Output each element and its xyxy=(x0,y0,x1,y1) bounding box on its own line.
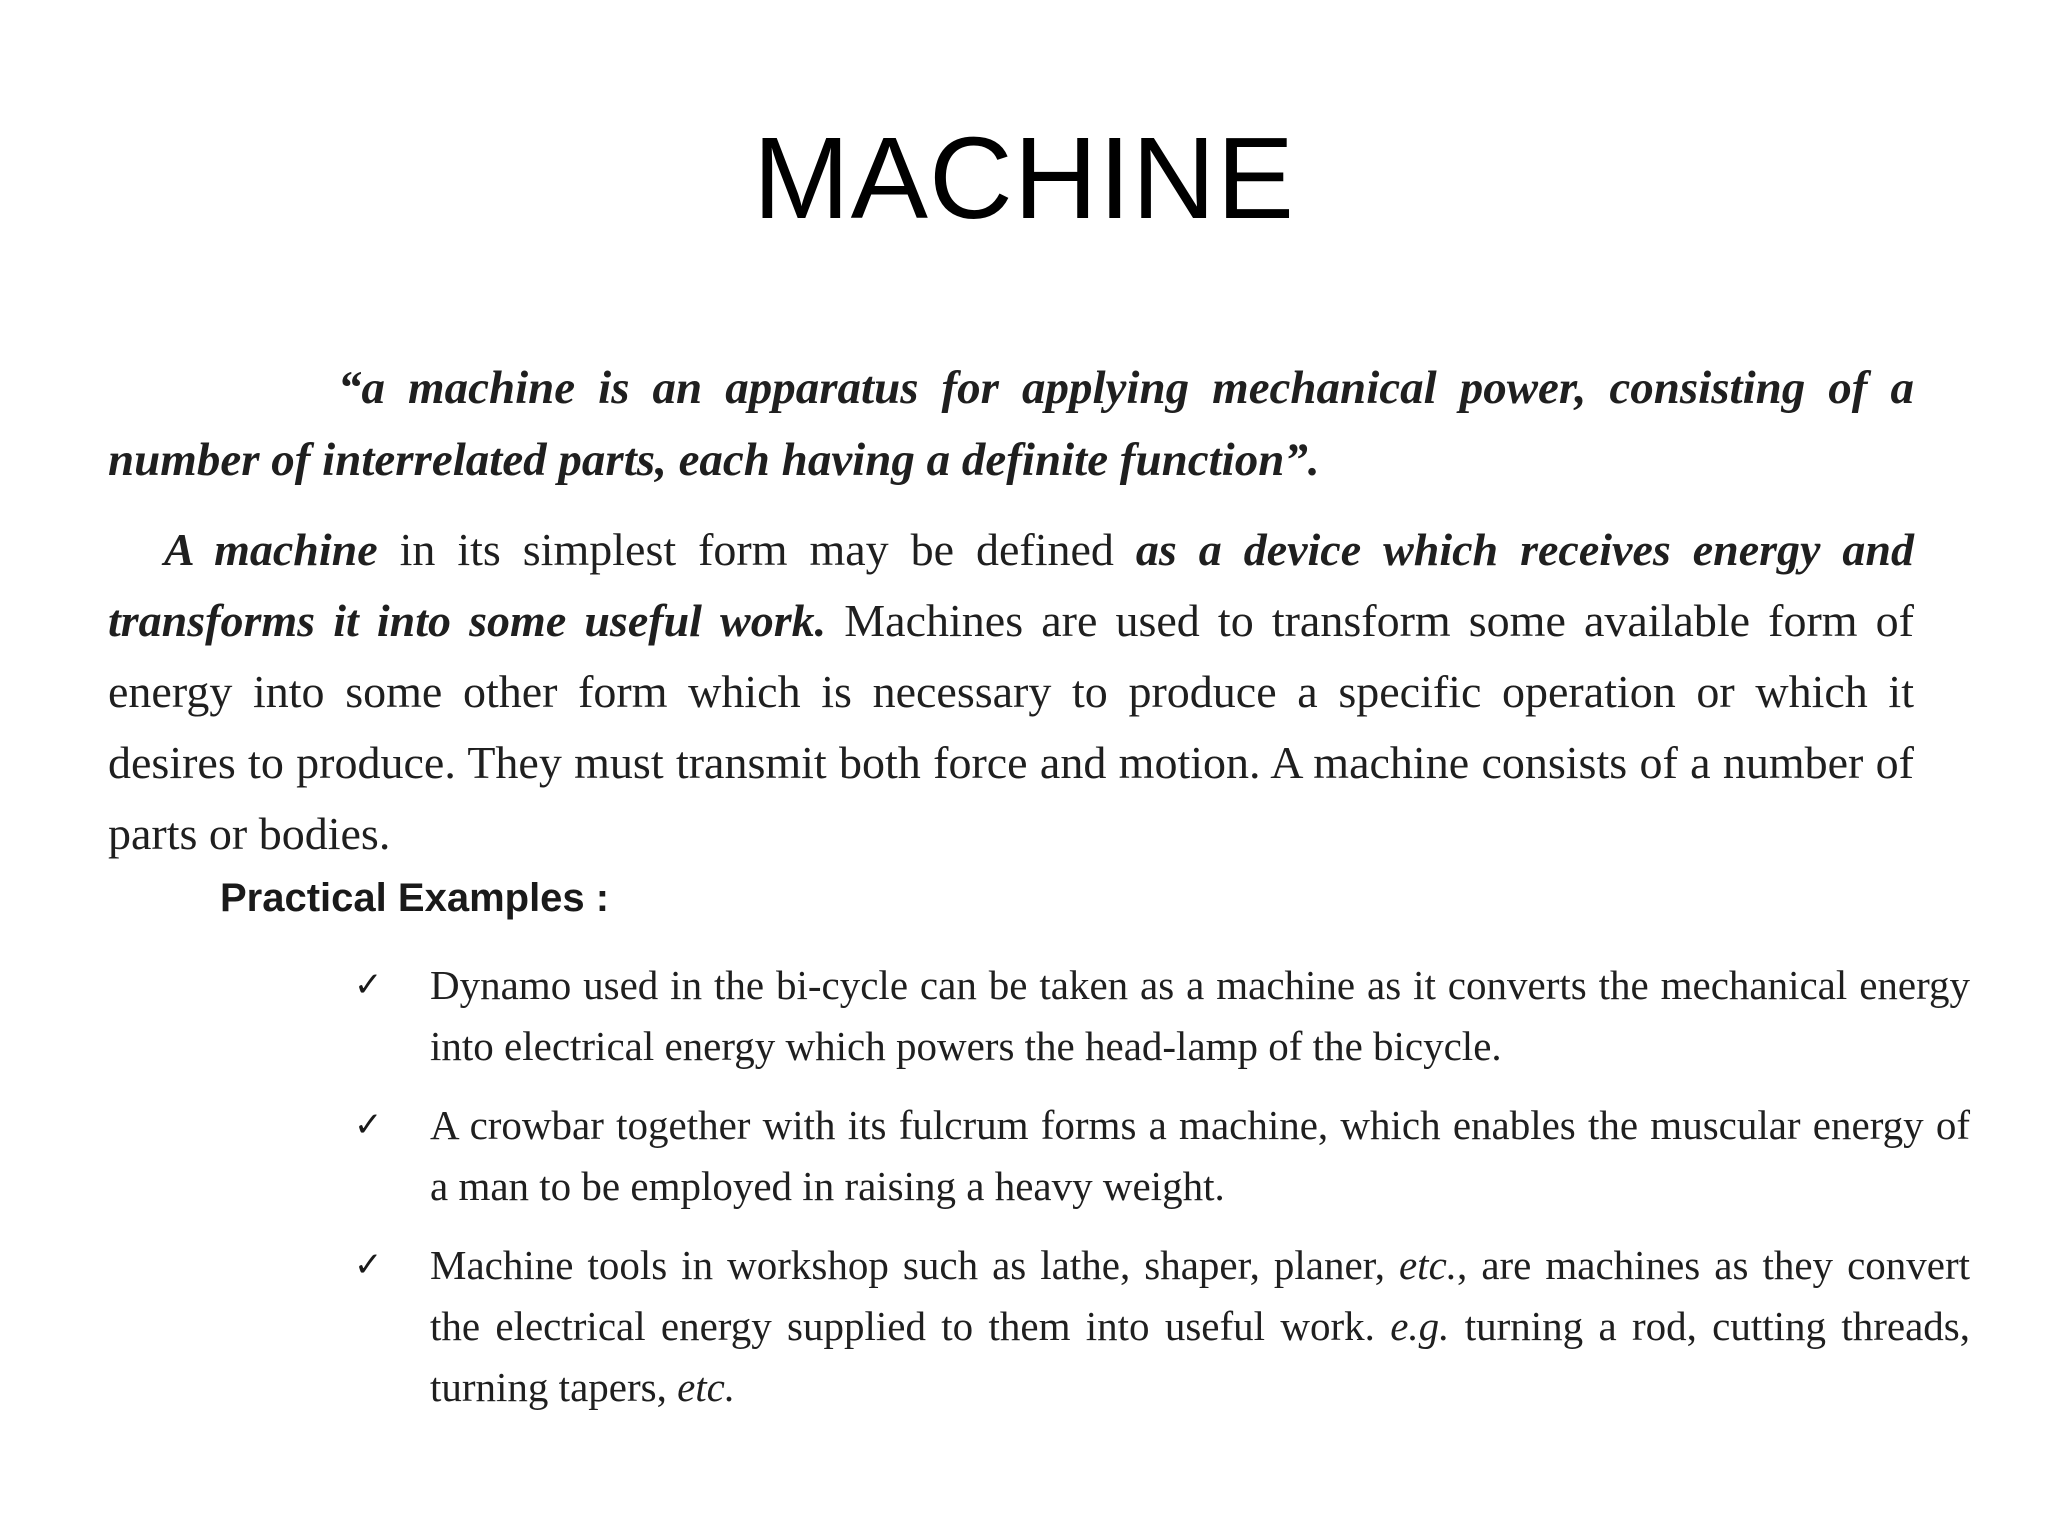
list-item xyxy=(350,1095,1970,1217)
explanation-term: A machine xyxy=(164,524,378,575)
list-item xyxy=(350,955,1970,1077)
example-text-part: Machine tools in workshop such as lathe, shaper, planer, xyxy=(430,1242,1399,1288)
checkmark-icon: ✓ xyxy=(354,1245,383,1285)
machine-definition-quote: “a machine is an apparatus for applying mechanical power, consisting of a number of interrelated parts, each having a definite function”. xyxy=(108,362,1914,486)
explanation-emphasis: as a device which receives energy and transforms it into some useful work. xyxy=(108,524,1914,646)
checkmark-icon: ✓ xyxy=(354,1105,383,1145)
slide-title: MACHINE xyxy=(753,113,1295,243)
examples-list xyxy=(350,955,1970,1436)
examples-heading: Practical Examples : xyxy=(220,876,610,920)
example-text-etc: etc. xyxy=(677,1364,736,1410)
example-text: Dynamo used in the bi-cycle can be taken as a machine as it converts the mechanical energy into electrical energy which powers the head-lamp of the bicycle. xyxy=(430,962,1970,1069)
example-text-part: turning a rod, cutting threads, turning tapers, xyxy=(430,1303,1970,1410)
example-text-etc: etc. xyxy=(1398,1242,1458,1288)
list-item xyxy=(350,1235,1970,1418)
machine-explanation-paragraph xyxy=(108,514,1914,869)
example-text-eg: e.g. xyxy=(1390,1303,1450,1349)
example-text xyxy=(430,1242,1970,1410)
explanation-rest: Machines are used to transform some available form of energy into some other form which is necessary to produce a specific operation or which it desires to produce. They must transmit both force and motion. A machine consists of a number of parts or bodies. xyxy=(108,595,1914,859)
checkmark-icon: ✓ xyxy=(354,965,383,1005)
explanation-middle: in its simplest form may be defined xyxy=(377,524,1136,575)
example-text-part: , are machines as they convert the electrical energy supplied to them into useful work. xyxy=(430,1242,1971,1349)
example-text: A crowbar together with its fulcrum forms a machine, which enables the muscular energy of a man to be employed in raising a heavy weight. xyxy=(430,1102,1970,1209)
